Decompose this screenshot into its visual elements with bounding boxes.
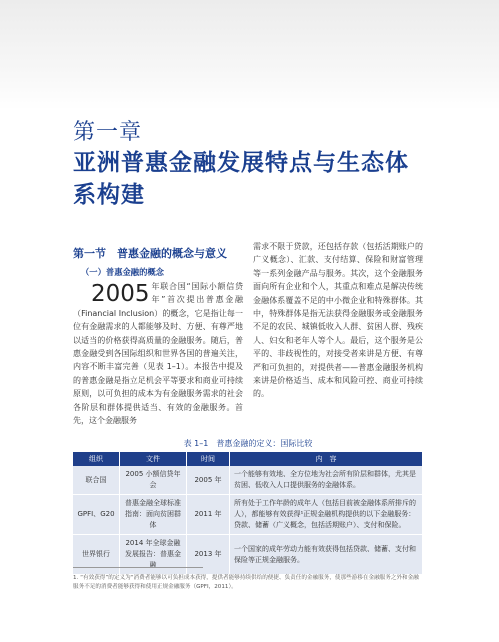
body-left-column (73, 280, 243, 427)
table-title: 表 1–1 普惠金融的定义：国际比较 (183, 439, 313, 448)
cell-doc: 普惠金融全球标准指南：面向贫困群体 (120, 495, 187, 535)
cell-org: 联合国 (73, 466, 120, 495)
section-heading: 第一节 普惠金融的概念与意义 (73, 247, 227, 260)
footnote-divider (73, 567, 203, 568)
table-row (73, 466, 423, 495)
cell-time: 2005 年 (187, 466, 230, 495)
cell-doc: 2005 小额信贷年会 (120, 466, 187, 495)
header-time: 时间 (187, 452, 230, 466)
header-org: 组织 (73, 452, 120, 466)
table-header-row (73, 452, 423, 466)
drop-cap-year: 2005 (91, 281, 150, 307)
body-right-column: 需求不限于贷款，还包括存款（包括活期账户的广义概念）、汇款、支付结算、保险和财富管理等一系列金融产品与服务。其次，这个金融服务面向所有企业和个人，其重点和难点是解决传统金融体系覆盖不足的中小微企业和特殊群体。其中，特殊群体是指无法获得金融服务或金融服务不足的农民、城镇低收入人群、贫困人群、残疾人、妇女和老年人等个人。最后，这个服务是公平的、非歧视性的，对接受者来讲是方便、有尊严和可负担的，对提供者——普惠金融服务机构来讲是价格适当、成本和风险可控、商业可持续的。 (253, 242, 423, 399)
comparison-table (73, 452, 423, 575)
cell-time: 2013 年 (187, 535, 230, 575)
cell-time: 2011 年 (187, 495, 230, 535)
cell-org: GPFI、G20 (73, 495, 120, 535)
footnote: 1. “有效获得”的定义为“消费者能够以可负担成本获得，提供者能够持续供给的便捷、负责任的金融服务，使那些游移在金融服务之外和金融服务不足的消费者能够获得和使用正规金融服务（GPFI，2011）。 (73, 575, 419, 590)
cell-content: 一个能够有效地、全方位地为社会所有阶层和群体，尤其是贫困、低收入人口提供服务的金融体系。 (230, 466, 423, 495)
table-row (73, 535, 423, 575)
subsection-heading: （一）普惠金融的概念 (81, 267, 164, 277)
header-content: 内 容 (230, 452, 423, 466)
header-doc: 文件 (120, 452, 187, 466)
chapter-title: 亚洲普惠金融发展特点与生态体系构建 (73, 150, 409, 208)
cell-content: 一个国家的成年劳动力能有效获得包括贷款、储蓄、支付和保险等正规金融服务。 (230, 535, 423, 575)
cell-doc: 2014 年全球金融发展报告：普惠金融 (120, 535, 187, 575)
table-row (73, 495, 423, 535)
chapter-label: 第一章 (73, 120, 143, 145)
cell-content: 所有处于工作年龄的成年人（包括目前被金融体系所排斥的人），都能够有效获得¹正规金融机构提供的以下金融服务：贷款、储蓄（广义概念，包括活期账户）、支付和保险。 (230, 495, 423, 535)
cell-org: 世界银行 (73, 535, 120, 575)
body-left-text: 年联合国“国际小额信贷年”首次提出普惠金融（Financial Inclusion）的概念，它是指让每一位有金融需求的人都能够及时、方便、有尊严地以适当的价格获得高质量的金融服务。随后，普惠金融受到各国际组织和世界各国的普遍关注，内容不断丰富完善（见表 1–1）。本报告中提及的普惠金融是指立足机会平等要求和商业可持续原则，以可负担的成本为有金融服务需求的社会各阶层和群体提供适当、有效的金融服务。首先，这个金融服务 (73, 282, 243, 426)
